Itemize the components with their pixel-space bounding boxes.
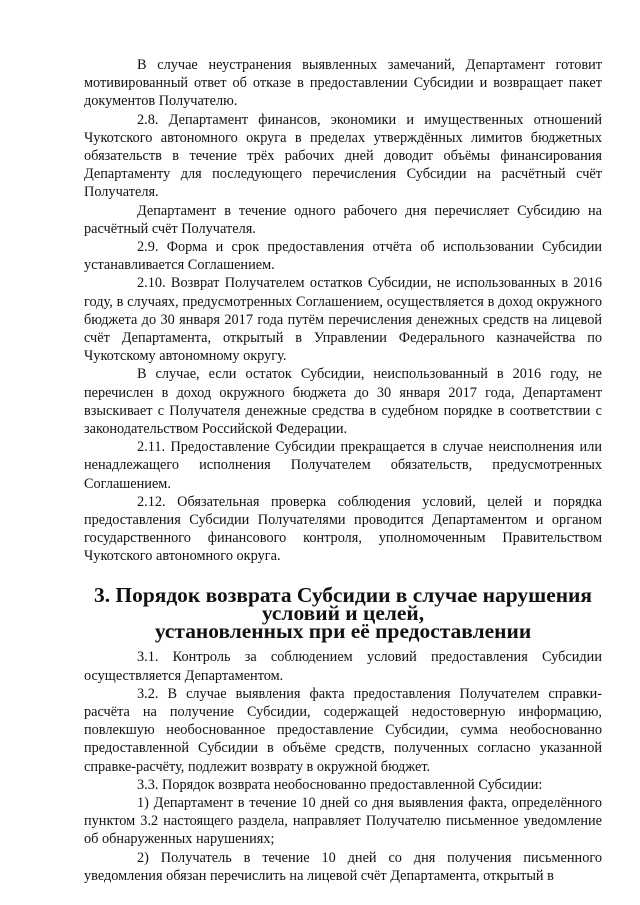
paragraph-3-3-item-2: 2) Получатель в течение 10 дней со дня получения письменного уведомления обязан перечислить на лицевой счёт Департамента, открытый в — [84, 849, 602, 884]
paragraph-2-12: 2.12. Обязательная проверка соблюдения условий, целей и порядка предоставления Субсидии Получателями проводится Департаментом и органом государственного финансового контроля, уполномоченным Правительством Чукотского автономного округа. — [84, 493, 602, 565]
paragraph-3-3-item-1: 1) Департамент в течение 10 дней со дня выявления факта, определённого пунктом 3.2 настоящего раздела, направляет Получателю письменное уведомление об обнаруженных нарушениях; — [84, 794, 602, 848]
paragraph-3-2: 3.2. В случае выявления факта предоставления Получателем справки-расчёта на получение Субсидии, содержащей недостоверную информацию, повлекшую необоснованное предоставление Субсидии, сумма необоснованно предоставленной Субсидии в объёме средств, полученных согласно указанной справке-расчёту, подлежит возврату в окружной бюджет. — [84, 685, 602, 775]
paragraph-3-3: 3.3. Порядок возврата необоснованно предоставленной Субсидии: — [137, 776, 543, 793]
document-page — [84, 56, 602, 885]
paragraph-2-8: 2.8. Департамент финансов, экономики и имущественных отношений Чукотского автономного округа в пределах утверждённых лимитов бюджетных обязательств в течение трёх рабочих дней доводит объёмы финансирования Департаменту для последующего перечисления Субсидии на расчётный счёт Получателя. — [84, 111, 602, 201]
paragraph-transfer-subsidy: Департамент в течение одного рабочего дня перечисляет Субсидию на расчётный счёт Получателя. — [84, 202, 602, 237]
section-3-heading-line-2: установленных при её предоставлении — [154, 619, 532, 644]
paragraph-2-9: 2.9. Форма и срок предоставления отчёта об использовании Субсидии устанавливается Соглашением. — [84, 239, 602, 274]
paragraph-2-10: 2.10. Возврат Получателем остатков Субсидии, не использованных в 2016 году, в случаях, предусмотренных Соглашением, осуществляется в доход окружного бюджета до 30 января 2017 года путём перечисления денежных средств на лицевой счёт Департамента, открытый в Управлении Федерального казначейства по Чукотскому автономному округу. — [84, 275, 602, 365]
paragraph-unused-balance: В случае, если остаток Субсидии, неиспользованный в 2016 году, не перечислен в доход окружного бюджета до 30 января 2017 года, Департамент взыскивает с Получателя денежные средства в судебном порядке в соответствии с законодательством Российской Федерации. — [84, 366, 602, 438]
section-3-heading — [84, 582, 602, 644]
paragraph-rejection-notice: В случае неустранения выявленных замечаний, Департамент готовит мотивированный ответ об отказе в предоставлении Субсидии и возвращает пакет документов Получателю. — [84, 57, 602, 110]
paragraph-3-1: 3.1. Контроль за соблюдением условий предоставления Субсидии осуществляется Департаментом. — [84, 649, 602, 684]
section-3-heading-line-1: 3. Порядок возврата Субсидии в случае нарушения условий и целей, — [93, 582, 593, 625]
paragraph-2-11: 2.11. Предоставление Субсидии прекращается в случае неисполнения или ненадлежащего исполнения Получателем обязательств, предусмотренных Соглашением. — [84, 439, 602, 492]
